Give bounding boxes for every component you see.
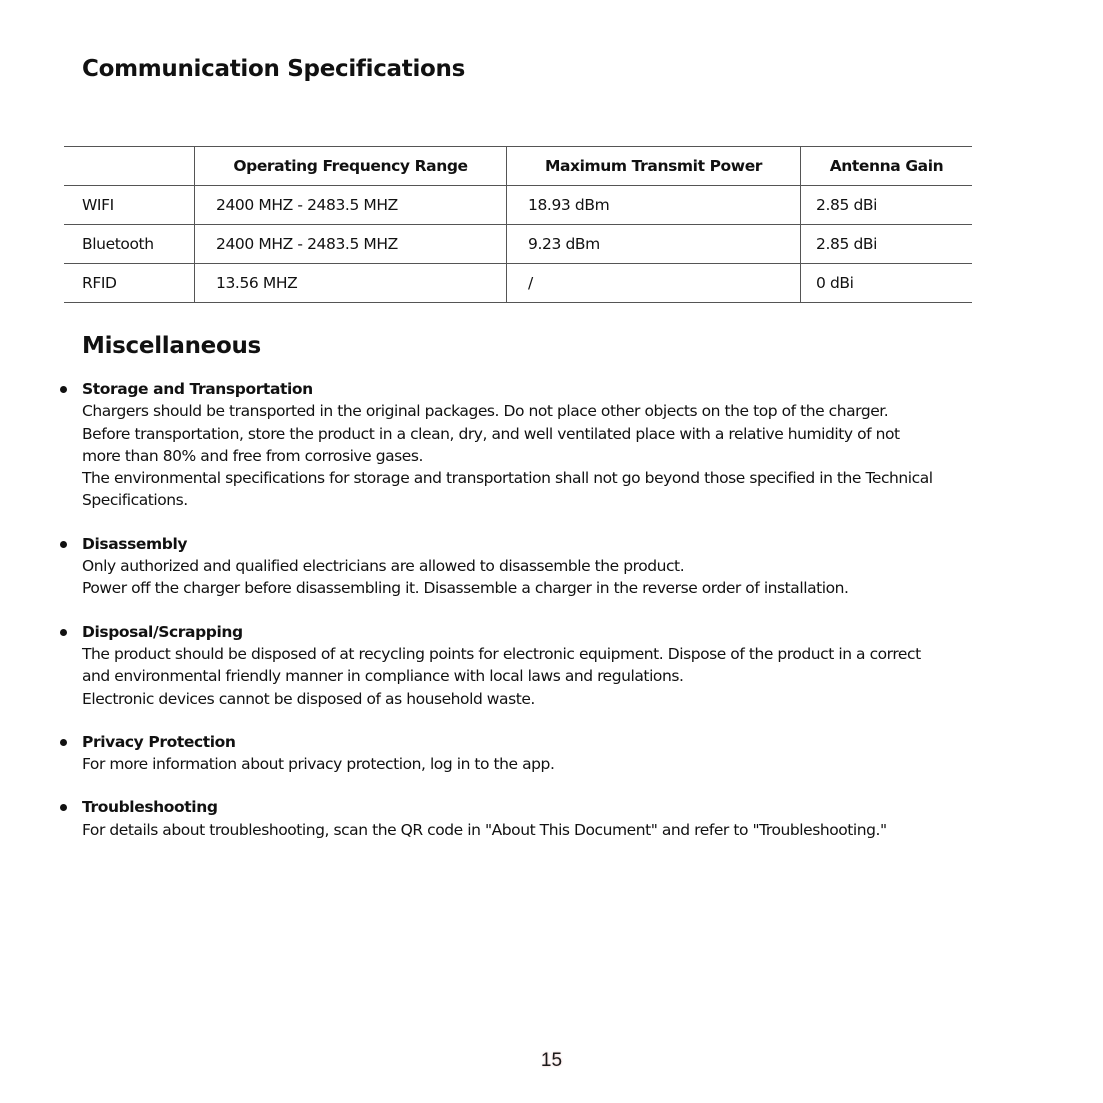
item-text: The product should be disposed of at recycling points for electronic equipment. Dispose of the product in a correct [82,644,921,663]
item-title: Storage and Transportation [82,380,313,398]
communication-spec-table [64,146,972,303]
cell-technology: WIFI [64,186,195,225]
bullet-icon [60,386,67,393]
cell-frequency: 2400 MHZ - 2483.5 MHZ [195,225,507,264]
communication-specifications-heading: Communication Specifications [82,56,465,82]
table-header-row [64,147,972,186]
list-item-storage-transportation [82,378,982,512]
list-item-troubleshooting [82,796,982,841]
item-text: Before transportation, store the product in a clean, dry, and well ventilated place with a relative humidity of not [82,424,900,443]
item-text: For more information about privacy protection, log in to the app. [82,755,555,774]
bullet-icon [60,804,67,811]
cell-power: 18.93 dBm [507,186,801,225]
cell-frequency: 2400 MHZ - 2483.5 MHZ [195,186,507,225]
item-title: Disposal/Scrapping [82,622,243,641]
item-text: Power off the charger before disassembling it. Disassemble a charger in the reverse order of installation. [82,579,849,598]
page-number: 15 [540,1050,563,1071]
table-row-rfid [64,264,972,303]
cell-technology: Bluetooth [64,225,195,264]
header-antenna-gain: Antenna Gain [801,147,973,186]
item-text: and environmental friendly manner in compliance with local laws and regulations. [82,667,684,686]
cell-technology: RFID [64,264,195,303]
item-title: Privacy Protection [82,732,236,751]
header-max-transmit-power: Maximum Transmit Power [507,147,801,186]
bullet-icon [60,739,67,746]
item-text: Specifications. [82,491,188,510]
item-text: Electronic devices cannot be disposed of as household waste. [82,689,535,708]
item-title: Troubleshooting [82,798,218,817]
list-item-privacy-protection [82,731,982,776]
item-text: For details about troubleshooting, scan the QR code in "About This Document" and refer to "Troubleshooting." [82,820,887,839]
miscellaneous-list [82,378,982,862]
table-row-bluetooth [64,225,972,264]
cell-frequency: 13.56 MHZ [195,264,507,303]
cell-power: / [507,264,801,303]
item-text: The environmental specifications for storage and transportation shall not go beyond those specified in the Technical [82,469,933,488]
item-text: more than 80% and free from corrosive gases. [82,446,423,465]
item-text: Chargers should be transported in the original packages. Do not place other objects on the top of the charger. [82,402,889,421]
cell-gain: 2.85 dBi [801,225,973,264]
header-cell-empty [64,147,195,186]
item-text: Only authorized and qualified electricians are allowed to disassemble the product. [82,557,685,576]
header-operating-frequency: Operating Frequency Range [195,147,507,186]
cell-gain: 0 dBi [801,264,973,303]
item-title: Disassembly [82,534,188,553]
cell-gain: 2.85 dBi [801,186,973,225]
bullet-icon [60,541,67,548]
bullet-icon [60,629,67,636]
list-item-disassembly [82,533,982,600]
cell-power: 9.23 dBm [507,225,801,264]
miscellaneous-heading: Miscellaneous [82,333,261,359]
table-row-wifi [64,186,972,225]
list-item-disposal-scrapping [82,621,982,710]
